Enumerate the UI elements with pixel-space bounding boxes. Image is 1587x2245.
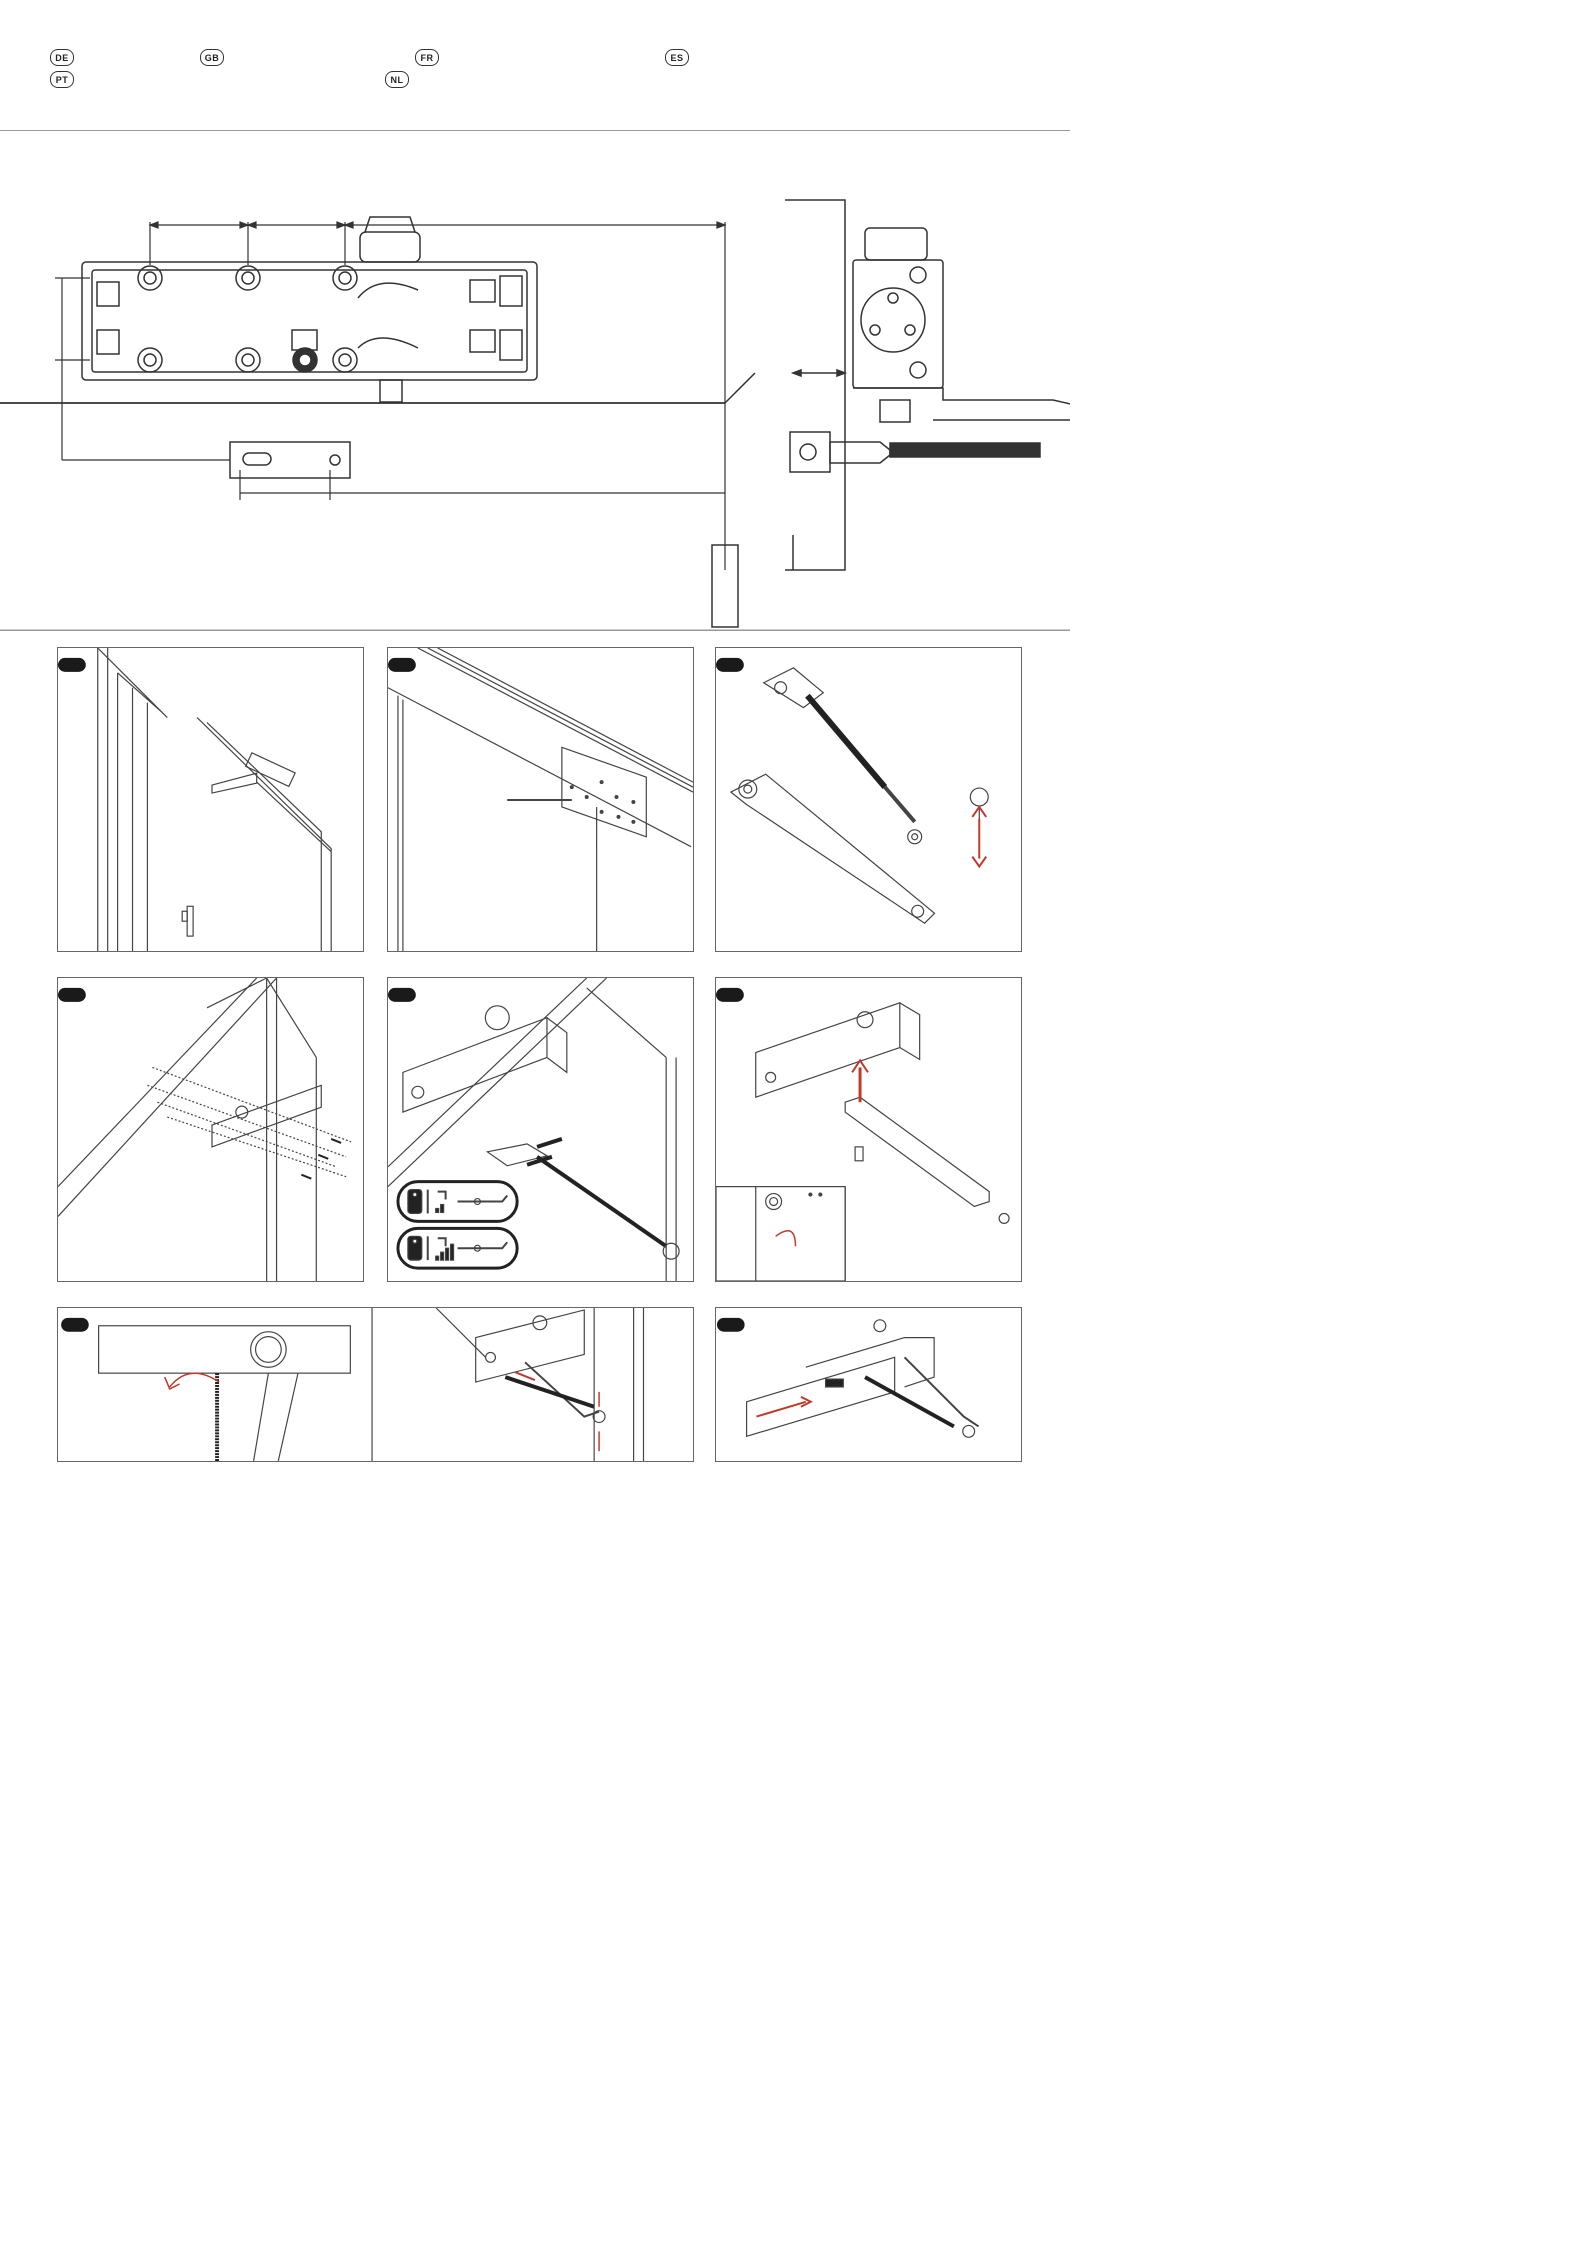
step-panel-4 xyxy=(57,977,364,1282)
step-tab-7 xyxy=(61,1318,89,1332)
lang-badge-pt: PT xyxy=(50,71,74,88)
step-panel-2 xyxy=(387,647,694,952)
step-tab-4 xyxy=(58,988,86,1002)
template-dimension-drawing xyxy=(0,170,1070,630)
step-panel-8 xyxy=(715,1307,1022,1462)
step-panel-1 xyxy=(57,647,364,952)
step-panel-5 xyxy=(387,977,694,1282)
step-panel-6 xyxy=(715,977,1022,1282)
step-tab-1 xyxy=(58,658,86,672)
header-divider xyxy=(0,130,1070,131)
lang-badge-nl: NL xyxy=(385,71,409,88)
lang-badge-de: DE xyxy=(50,49,74,66)
lang-badge-gb: GB xyxy=(200,49,224,66)
step-tab-8 xyxy=(717,1318,745,1332)
lang-badge-fr: FR xyxy=(415,49,439,66)
mounting-plate xyxy=(230,442,350,478)
info-badge-2 xyxy=(398,1228,517,1268)
closer-side-view xyxy=(785,200,1070,570)
step-tab-3 xyxy=(716,658,744,672)
step-tab-2 xyxy=(388,658,416,672)
inset-detail xyxy=(716,1187,845,1281)
drawing-divider xyxy=(0,630,1070,631)
step-panel-7 xyxy=(57,1307,694,1462)
step-tab-5 xyxy=(388,988,416,1002)
info-badge-1 xyxy=(398,1182,517,1222)
door-corner xyxy=(725,373,755,403)
lang-badge-es: ES xyxy=(665,49,689,66)
step-tab-6 xyxy=(716,988,744,1002)
step-panel-3 xyxy=(715,647,1022,952)
